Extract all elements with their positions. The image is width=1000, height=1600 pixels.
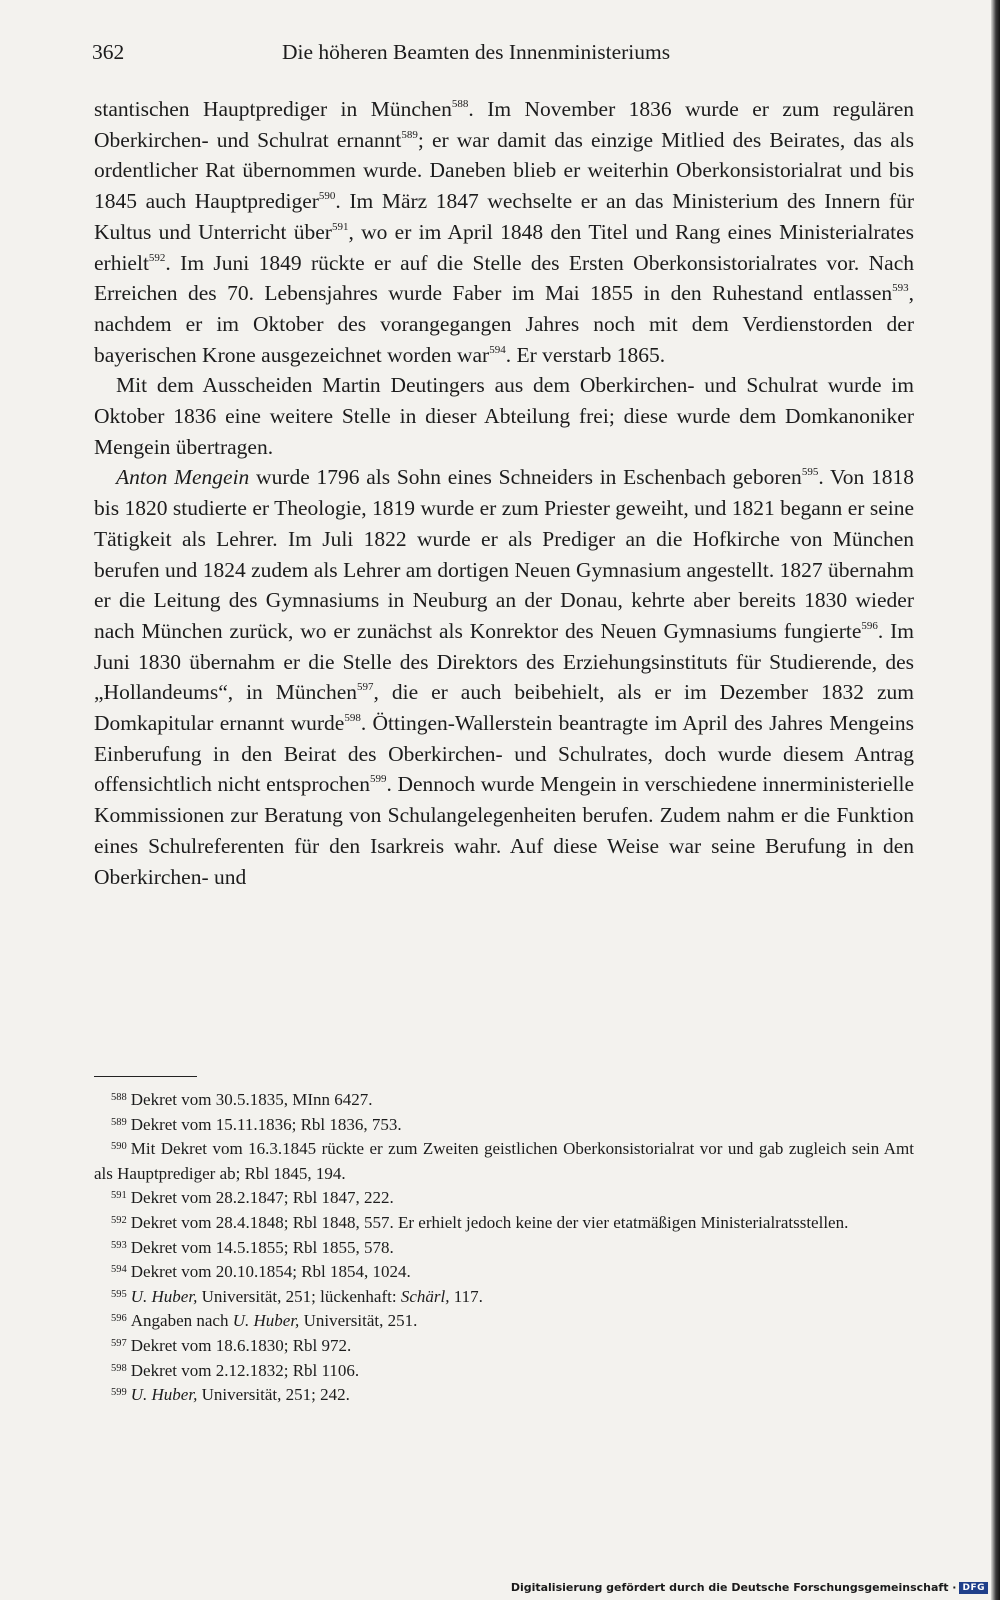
footnotes <box>94 1088 914 1408</box>
footnote-599: 599 U. Huber, Universität, 251; 242. <box>111 1385 350 1405</box>
footnote-ref[interactable]: 590 <box>318 190 336 203</box>
paragraph-1: stantischen Hauptprediger in München$^{588}$. Im November 1836 wurde er zum regulären Oberkirchen- und Schulrat ernannt$^{589}$; er war damit das einzige Mitlied des Beirates, das als ordentlicher Rat übernommen wurde. Daneben blieb er weiterhin Oberkonsistorialrat und bis 1845 auch Hauptprediger$^{590}$. Im März 1847 wechselte er an das Ministerium des Innern für Kultus und Unterricht über$^{591}$, wo er im April 1848 den Titel und Rang eines Ministerialrates erhielt$^{592}$. Im Juni 1849 rückte er auf die Stelle des Ersten Oberkonsistorialrates vor. Nach Erreichen des 70. Lebensjahres wurde Faber im Mai 1855 in den Ruhestand entlassen$^{593}$, nachdem er im Oktober des vorangegangen Jahres noch mit dem Verdienstorden der bayerischen Krone ausgezeichnet worden war$^{594}$. Er verstarb 1865. <box>94 97 914 367</box>
running-head: Die höheren Beamten des Innenministeriums <box>282 40 671 64</box>
scan-edge-shadow <box>991 0 1000 1600</box>
footnote-597: 597 Dekret vom 18.6.1830; Rbl 972. <box>111 1335 352 1355</box>
footnote-588: 588 Dekret vom 30.5.1835, MInn 6427. <box>111 1090 373 1109</box>
page-number: 362 <box>92 40 125 64</box>
paragraph-2: Mit dem Ausscheiden Martin Deutingers aus dem Oberkirchen- und Schulrat wurde im Oktober 1836 eine weitere Stelle in dieser Abteilung frei; diese wurde dem Domkanoniker Mengein übertragen. <box>94 373 914 459</box>
footnote-ref[interactable]: 593 <box>892 282 909 295</box>
footnote-ref[interactable]: 589 <box>401 128 418 141</box>
footnote-ref[interactable]: 591 <box>331 220 349 233</box>
footnote-ref[interactable]: 598 <box>344 712 361 725</box>
footnote-divider <box>94 1076 197 1077</box>
footnote-591: 591 Dekret vom 28.2.1847; Rbl 1847, 222. <box>111 1188 394 1208</box>
footnote-ref[interactable]: 595 <box>801 466 819 479</box>
footnote-595: 595 U. Huber, Universität, 251; lückenhaft: Schärl, 117. <box>111 1286 483 1306</box>
digitization-notice: Digitalisierung gefördert durch die Deutsche Forschungsgemeinschaft · DFG <box>511 1581 988 1594</box>
footnote-589: 589 Dekret vom 15.11.1836; Rbl 1836, 753. <box>111 1114 402 1134</box>
footnote-594: 594 Dekret vom 20.10.1854; Rbl 1854, 1024. <box>111 1262 411 1282</box>
footnote-590: 590 Mit Dekret vom 16.3.1845 rückte er zum Zweiten geistlichen Oberkonsistorialrat vor und gab zugleich sein Amt als Hauptprediger ab; Rbl 1845, 194. <box>94 1139 914 1183</box>
footnote-ref[interactable]: 588 <box>451 98 469 110</box>
person-name: Anton Mengein <box>116 465 250 490</box>
page-header <box>92 38 912 66</box>
paragraph-3: Anton Mengein wurde 1796 als Sohn eines Schneiders in Eschenbach geboren$^{595}$. Von 1818 bis 1820 studierte er Theologie, 1819 wurde er zum Priester geweiht, und 1821 begann er seine Tätigkeit als Lehrer. Im Juli 1822 wurde er als Prediger an die Hofkirche von München berufen und 1824 zudem als Lehrer am dortigen Neuen Gymnasium angestellt. 1827 übernahm er die Leitung des Gymnasiums in Neuburg an der Donau, kehrte aber bereits 1830 wieder nach München zurück, wo er zunächst als Konrektor des Neuen Gymnasiums fungierte$^{596}$. Im Juni 1830 übernahm er die Stelle des Direktors des Erziehungsinstituts für Studierende, des „Hollandeums“, in München$^{597}$, die er auch beibehielt, als er im Dezember 1832 zum Domkapitular ernannt wurde$^{598}$. Öttingen-Wallerstein beantragte im April des Jahres Mengeins Einberufung in den Beirat des Oberkirchen- und Schulrates, doch wurde diesem Antrag offensichtlich nicht entsprochen$^{599}$. Dennoch wurde Mengein in verschiedene innerministerielle Kommissionen zur Beratung von Schulangelegenheiten berufen. Zudem nahm er die Funktion eines Schulreferenten für den Isarkreis wahr. Auf diese Weise war seine Berufung in den Oberkirchen- und <box>94 465 915 889</box>
footnote-593: 593 Dekret vom 14.5.1855; Rbl 1855, 578. <box>111 1237 394 1257</box>
footnote-ref[interactable]: 599 <box>369 773 387 786</box>
footnote-ref[interactable]: 592 <box>148 251 166 264</box>
dfg-logo: DFG <box>959 1582 988 1594</box>
footnote-598: 598 Dekret vom 2.12.1832; Rbl 1106. <box>111 1360 360 1380</box>
footnote-ref[interactable]: 596 <box>861 619 878 632</box>
footnote-592: 592 Dekret vom 28.4.1848; Rbl 1848, 557. Er erhielt jedoch keine der vier etatmäßigen Ministerialratsstellen. <box>111 1212 849 1232</box>
footnote-ref[interactable]: 597 <box>357 681 374 694</box>
main-text <box>94 94 914 892</box>
footnote-ref[interactable]: 594 <box>489 343 506 356</box>
footnote-596: 596 Angaben nach U. Huber, Universität, 251. <box>111 1311 418 1331</box>
